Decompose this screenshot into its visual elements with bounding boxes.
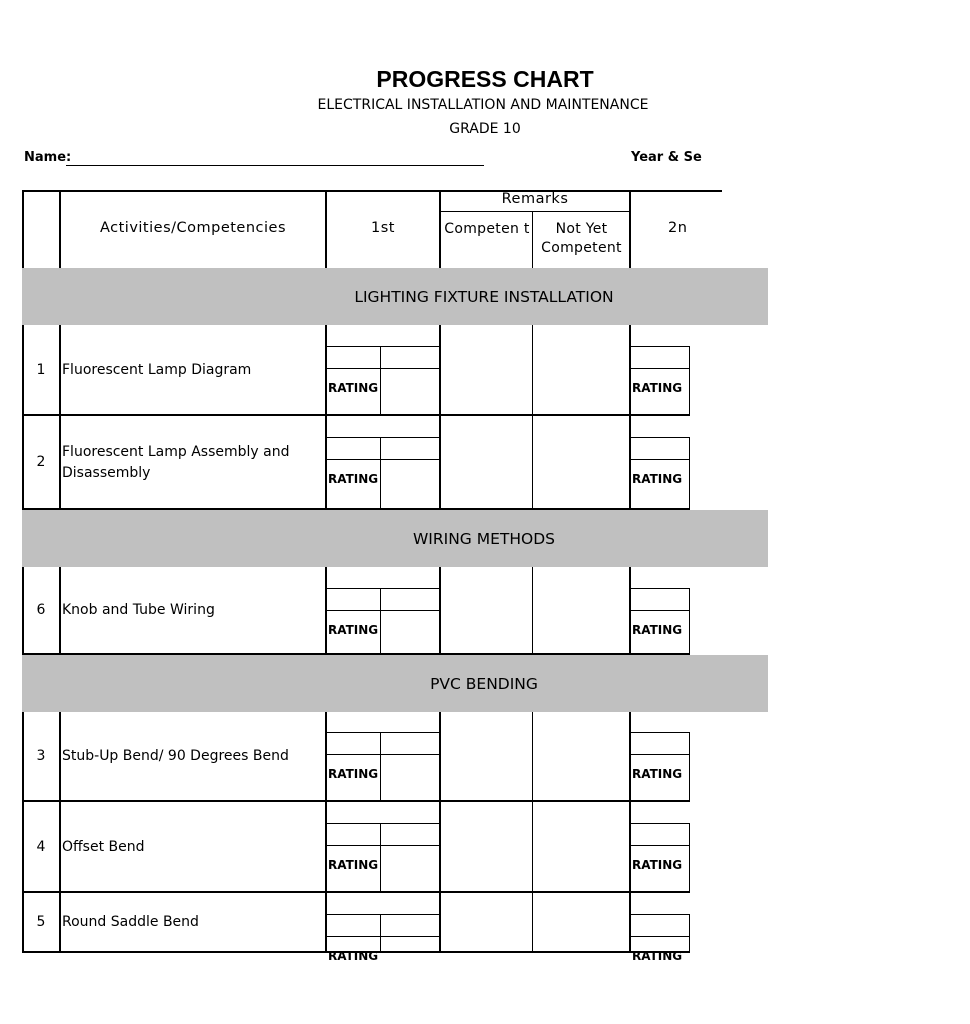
table-border bbox=[689, 732, 690, 802]
table-border bbox=[630, 732, 690, 733]
table-border bbox=[630, 610, 690, 611]
table-border bbox=[630, 754, 690, 755]
table-border bbox=[689, 823, 690, 893]
rating-label: RATING bbox=[328, 381, 379, 395]
second-quarter-header: 2n bbox=[668, 220, 688, 236]
activity-name: Knob and Tube Wiring bbox=[62, 602, 215, 618]
table-border bbox=[629, 567, 631, 655]
rating-cell[interactable] bbox=[381, 937, 439, 951]
activity-name: Stub-Up Bend/ 90 Degrees Bend bbox=[62, 747, 289, 764]
table-border bbox=[325, 893, 327, 953]
rating-label: RATING bbox=[328, 858, 379, 872]
table-border bbox=[629, 893, 631, 953]
not-yet-competent-cell[interactable] bbox=[533, 416, 629, 508]
activity-name: Fluorescent Lamp Assembly and Disassembly bbox=[62, 444, 290, 481]
row-number: 3 bbox=[36, 747, 46, 764]
table-border bbox=[689, 588, 690, 655]
competent-header: Competen t bbox=[444, 221, 530, 237]
table-border bbox=[327, 588, 440, 589]
competent-cell[interactable] bbox=[441, 416, 532, 508]
rating-label: RATING bbox=[328, 767, 379, 781]
rating-cell[interactable] bbox=[381, 846, 439, 891]
row-number: 2 bbox=[36, 454, 46, 470]
competent-cell[interactable] bbox=[441, 802, 532, 891]
rating-cell[interactable] bbox=[381, 755, 439, 800]
page-title: PROGRESS CHART bbox=[376, 66, 594, 92]
rating-label: RATING bbox=[632, 767, 683, 781]
competent-cell[interactable] bbox=[441, 711, 532, 800]
rating-label: RATING bbox=[632, 381, 683, 395]
rating-label: RATING bbox=[632, 949, 683, 963]
table-border bbox=[689, 437, 690, 510]
not-yet-competent-cell[interactable] bbox=[533, 893, 629, 951]
table-border bbox=[630, 368, 690, 369]
competent-cell[interactable] bbox=[441, 567, 532, 653]
table-border bbox=[325, 416, 327, 510]
table-border bbox=[325, 711, 327, 802]
page-subtitle: ELECTRICAL INSTALLATION AND MAINTENANCE bbox=[317, 97, 649, 113]
table-border bbox=[440, 211, 630, 212]
first-quarter-header: 1st bbox=[371, 220, 395, 236]
rating-cell[interactable] bbox=[381, 611, 439, 653]
row-number: 1 bbox=[36, 361, 46, 378]
row-number: 6 bbox=[36, 602, 46, 618]
rating-cell[interactable] bbox=[381, 369, 439, 414]
rating-cell[interactable] bbox=[381, 460, 439, 508]
not-yet-competent-cell[interactable] bbox=[533, 325, 629, 414]
not-yet-competent-cell[interactable] bbox=[533, 711, 629, 800]
table-border bbox=[630, 936, 690, 937]
table-border bbox=[327, 914, 440, 915]
activity-name: Offset Bend bbox=[62, 838, 145, 855]
rating-label: RATING bbox=[328, 472, 379, 486]
competent-cell[interactable] bbox=[441, 893, 532, 951]
table-border bbox=[630, 459, 690, 460]
table-border bbox=[630, 823, 690, 824]
table-border bbox=[325, 802, 327, 893]
table-border bbox=[327, 346, 440, 347]
not-yet-competent-header: Not Yet Competent bbox=[541, 221, 622, 256]
grade-label: GRADE 10 bbox=[449, 121, 521, 137]
remarks-header: Remarks bbox=[501, 191, 569, 207]
table-border bbox=[629, 416, 631, 510]
activities-header: Activities/Competencies bbox=[99, 220, 287, 236]
activity-name: Round Saddle Bend bbox=[62, 914, 199, 930]
table-border bbox=[629, 802, 631, 893]
not-yet-competent-cell[interactable] bbox=[533, 567, 629, 653]
table-border bbox=[327, 823, 440, 824]
table-border bbox=[629, 711, 631, 802]
table-border bbox=[327, 437, 440, 438]
table-border bbox=[630, 588, 690, 589]
section-title: LIGHTING FIXTURE INSTALLATION bbox=[354, 288, 614, 306]
table-border bbox=[630, 914, 690, 915]
table-border bbox=[327, 732, 440, 733]
table-border bbox=[630, 346, 690, 347]
activity-name: Fluorescent Lamp Diagram bbox=[62, 361, 252, 378]
row-number: 4 bbox=[36, 838, 46, 855]
rating-label: RATING bbox=[328, 949, 379, 963]
row-number: 5 bbox=[36, 914, 46, 930]
table-border bbox=[689, 346, 690, 416]
section-title: PVC BENDING bbox=[430, 675, 538, 693]
section-title: WIRING METHODS bbox=[412, 530, 556, 548]
rating-label: RATING bbox=[632, 623, 683, 637]
table-border bbox=[325, 567, 327, 655]
rating-label: RATING bbox=[632, 472, 683, 486]
rating-label: RATING bbox=[328, 623, 379, 637]
table-border bbox=[325, 325, 327, 416]
table-border bbox=[630, 845, 690, 846]
table-border bbox=[629, 325, 631, 416]
table-border bbox=[689, 914, 690, 953]
not-yet-competent-cell[interactable] bbox=[533, 802, 629, 891]
name-label: Name: bbox=[24, 150, 72, 165]
competent-cell[interactable] bbox=[441, 325, 532, 414]
rating-label: RATING bbox=[632, 858, 683, 872]
table-border bbox=[630, 437, 690, 438]
year-section-label: Year & Se bbox=[631, 150, 702, 165]
